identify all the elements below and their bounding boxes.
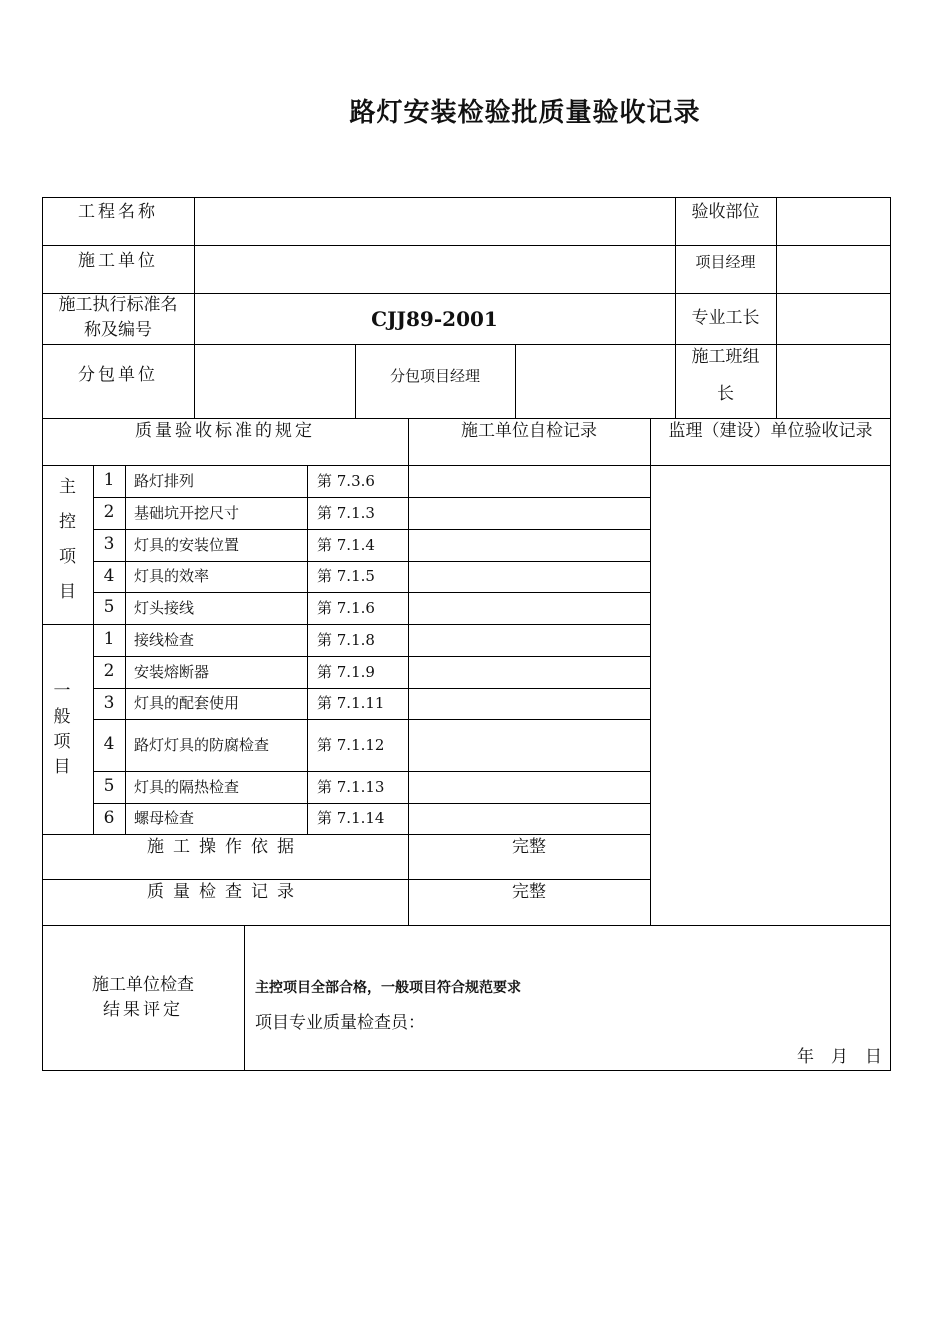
item-clause: 第 7.1.12	[317, 736, 385, 754]
evaluation-conclusion: 主控项目全部合格，一般项目符合规范要求	[255, 980, 521, 996]
item-clause: 第 7.1.8	[317, 631, 375, 649]
item-name: 灯具的配套使用	[134, 694, 240, 712]
row-divider	[93, 529, 650, 530]
row-divider	[42, 344, 891, 345]
contractor-label: 施工单位	[78, 251, 158, 271]
row-divider	[93, 771, 650, 772]
records-label: 质量检查记录	[147, 882, 303, 902]
project-name-label: 工程名称	[78, 202, 158, 222]
column-divider	[125, 465, 126, 834]
row-divider	[93, 719, 650, 720]
item-name: 安装熔断器	[134, 663, 210, 681]
row-divider	[93, 803, 650, 804]
item-number: 6	[103, 808, 115, 828]
main-group-label-char: 目	[59, 582, 76, 602]
sub-manager-label: 分包项目经理	[389, 367, 480, 385]
column-header-self-check: 施工单位自检记录	[461, 421, 597, 441]
general-group-label-char: 项	[53, 732, 71, 752]
row-divider	[93, 688, 650, 689]
item-name: 灯具的效率	[134, 567, 210, 585]
column-divider	[650, 418, 651, 925]
column-divider	[515, 344, 516, 418]
item-number: 5	[103, 776, 115, 796]
item-name: 灯具的安装位置	[134, 536, 240, 554]
item-name: 路灯灯具的防腐检查	[134, 736, 270, 754]
column-header-standard: 质量验收标准的规定	[135, 421, 315, 441]
team-leader-label-line2: 长	[717, 384, 734, 404]
row-divider	[42, 879, 650, 880]
column-divider	[776, 197, 777, 418]
accept-part-label: 验收部位	[691, 202, 760, 222]
item-number: 1	[103, 470, 115, 490]
item-number: 1	[103, 629, 115, 649]
row-divider	[42, 465, 891, 466]
row-divider	[42, 624, 650, 625]
item-clause: 第 7.1.11	[317, 694, 385, 712]
row-divider	[93, 561, 650, 562]
item-number: 4	[103, 734, 115, 754]
inspector-signature-label: 项目专业质量检查员：	[255, 1013, 425, 1033]
item-name: 灯头接线	[134, 599, 195, 617]
general-group-label-char: 般	[53, 707, 71, 727]
item-clause: 第 7.1.3	[317, 504, 375, 522]
evaluation-date: 年 月 日	[797, 1047, 882, 1067]
row-divider	[42, 418, 891, 419]
project-manager-label: 项目经理	[695, 253, 756, 271]
general-group-label-char: 一	[53, 681, 71, 701]
main-group-label-char: 控	[59, 512, 76, 532]
row-divider	[93, 497, 650, 498]
row-divider	[42, 925, 891, 926]
column-header-supervision: 监理（建设）单位验收记录	[668, 421, 873, 441]
item-number: 5	[103, 597, 115, 617]
subcontractor-label: 分包单位	[78, 365, 158, 385]
item-name: 螺母检查	[134, 809, 195, 827]
item-name: 基础坑开挖尺寸	[134, 504, 240, 522]
main-group-label-char: 项	[59, 547, 76, 567]
item-number: 3	[103, 693, 115, 713]
foreman-label: 专业工长	[691, 308, 760, 328]
records-value: 完整	[512, 882, 546, 902]
evaluation-label-line1: 施工单位检查	[92, 975, 194, 995]
standard-code: CJJ89-2001	[371, 307, 498, 331]
standard-label-line2: 称及编号	[84, 320, 152, 340]
item-number: 3	[103, 534, 115, 554]
item-name: 灯具的隔热检查	[134, 778, 240, 796]
row-divider	[93, 592, 650, 593]
item-name: 路灯排列	[134, 472, 195, 490]
item-clause: 第 7.1.9	[317, 663, 375, 681]
row-divider	[42, 245, 891, 246]
basis-value: 完整	[512, 837, 546, 857]
column-divider	[307, 465, 308, 834]
row-divider	[93, 656, 650, 657]
page-title: 路灯安装检验批质量验收记录	[349, 98, 701, 128]
standard-label-line1: 施工执行标准名	[58, 295, 178, 315]
item-clause: 第 7.3.6	[317, 472, 375, 490]
item-clause: 第 7.1.4	[317, 536, 375, 554]
item-clause: 第 7.1.5	[317, 567, 375, 585]
item-number: 4	[103, 566, 115, 586]
item-number: 2	[103, 502, 115, 522]
main-group-label-char: 主	[59, 477, 76, 497]
item-clause: 第 7.1.14	[317, 809, 385, 827]
item-number: 2	[103, 661, 115, 681]
item-name: 接线检查	[134, 631, 195, 649]
basis-label: 施工操作依据	[147, 837, 303, 857]
item-clause: 第 7.1.6	[317, 599, 375, 617]
team-leader-label-line1: 施工班组	[691, 347, 760, 367]
row-divider	[42, 834, 650, 835]
general-group-label-char: 目	[53, 757, 71, 777]
item-clause: 第 7.1.13	[317, 778, 385, 796]
column-divider	[244, 925, 245, 1071]
evaluation-label-line2: 结果评定	[103, 1000, 183, 1020]
